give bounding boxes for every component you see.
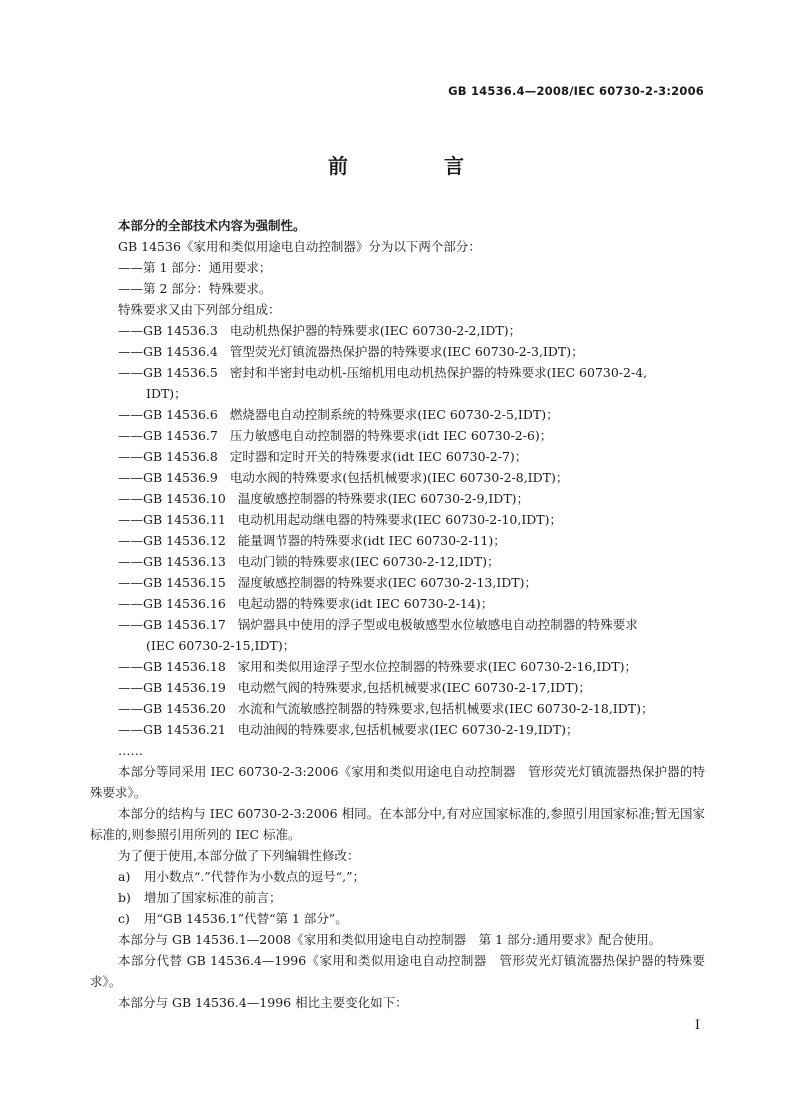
list-dash: —— [118,407,143,422]
part-title: 定时器和定时开关的特殊要求(idt IEC 60730-2-7)； [229,449,528,464]
foreword-body [90,215,705,1013]
part-code: GB 14536.8 [143,449,218,464]
part-code: GB 14536.5 [143,365,218,380]
part-title-continuation: (IEC 60730-2-15,IDT)； [146,638,296,653]
series-statement: GB 14536《家用和类似用途电自动控制器》分为以下两个部分： [118,239,481,254]
list-item [90,509,705,530]
part-title: 电动机热保护器的特殊要求(IEC 60730-2-2,IDT)； [229,323,522,338]
edit-label: a) [118,869,131,884]
part-title: 燃烧器电自动控制系统的特殊要求(IEC 60730-2-5,IDT)； [229,407,559,422]
list-item [90,593,705,614]
edit-text: 用小数点“.”代替作为小数点的逗号“,”； [144,869,366,884]
list-item [90,488,705,509]
part-code: GB 14536.11 [143,512,226,527]
edit-text: 用“GB 14536.1”代替“第 1 部分”。 [144,911,348,926]
used-with-paragraph: 本部分与 GB 14536.1—2008《家用和类似用途电自动控制器 第 1 部分:通用要求》配合使用。 [118,932,662,947]
list-dash: —— [118,365,143,380]
part-title: 管型荧光灯镇流器热保护器的特殊要求(IEC 60730-2-3,IDT)； [229,344,584,359]
list-item [90,341,705,362]
list-dash: —— [118,344,143,359]
edit-item [90,887,705,908]
part-title: 电动油阀的特殊要求,包括机械要求(IEC 60730-2-19,IDT)； [237,722,579,737]
list-dash: —— [118,680,143,695]
adoption-paragraph: 本部分等同采用 IEC 60730-2-3:2006《家用和类似用途电自动控制器 管形荧光灯镇流器热保护器的特殊要求》。 [90,764,705,800]
part2-line: ——第 2 部分：特殊要求。 [118,281,272,296]
part-code: GB 14536.16 [143,596,226,611]
list-dash: —— [118,512,143,527]
edit-text: 增加了国家标准的前言； [144,890,282,905]
list-item [90,446,705,467]
edit-item [90,866,705,887]
list-dash: —— [118,659,143,674]
standard-number-header: GB 14536.4—2008/IEC 60730-2-3:2006 [448,84,704,98]
list-dash: —— [118,491,143,506]
part-code: GB 14536.13 [143,554,226,569]
structure-paragraph: 本部分的结构与 IEC 60730-2-3:2006 相同。在本部分中,有对应国家标准的,参照引用国家标准;暂无国家标准的,则参照引用所列的 IEC 标准。 [90,806,705,842]
list-item [90,530,705,551]
part-code: GB 14536.18 [143,659,226,674]
edits-list [90,866,705,929]
part-code: GB 14536.7 [143,428,218,443]
part-code: GB 14536.21 [143,722,226,737]
parts-list [90,320,705,740]
list-dash: —— [118,554,143,569]
part-title: 电动燃气阀的特殊要求,包括机械要求(IEC 60730-2-17,IDT)； [237,680,591,695]
list-item [90,572,705,593]
list-dash: —— [118,533,143,548]
list-dash: —— [118,323,143,338]
part-code: GB 14536.4 [143,344,218,359]
list-dash: —— [118,596,143,611]
edit-item [90,908,705,929]
part-title: 密封和半密封电动机-压缩机用电动机热保护器的特殊要求(IEC 60730-2-4, [229,365,648,380]
list-item [90,677,705,698]
page-number: I [694,1018,700,1033]
list-item [90,320,705,341]
list-item [90,425,705,446]
part-code: GB 14536.3 [143,323,218,338]
list-item [90,404,705,425]
part-code: GB 14536.20 [143,701,226,716]
edits-intro: 为了便于使用,本部分做了下列编辑性修改： [118,848,360,863]
list-dash: —— [118,449,143,464]
part-title: 电起动器的特殊要求(idt IEC 60730-2-14)； [237,596,494,611]
page-title: 前 言 [328,154,502,178]
mandatory-statement: 本部分的全部技术内容为强制性。 [118,218,306,233]
list-dash: —— [118,617,143,632]
replaces-paragraph: 本部分代替 GB 14536.4—1996《家用和类似用途电自动控制器 管形荧光灯镇流器热保护器的特殊要求》。 [90,953,705,989]
list-dash: —— [118,470,143,485]
part-title: 湿度敏感控制器的特殊要求(IEC 60730-2-13,IDT)； [237,575,537,590]
part-title: 电动门锁的特殊要求(IEC 60730-2-12,IDT)； [237,554,500,569]
part-title: 温度敏感控制器的特殊要求(IEC 60730-2-9,IDT)； [237,491,530,506]
part-code: GB 14536.9 [143,470,218,485]
list-item [90,551,705,572]
list-item [90,614,705,635]
list-item [90,698,705,719]
part-title-continuation: IDT)； [146,386,187,401]
part-title: 压力敏感电自动控制器的特殊要求(idt IEC 60730-2-6)； [229,428,553,443]
list-dash: —— [118,575,143,590]
changes-intro: 本部分与 GB 14536.4—1996 相比主要变化如下： [118,995,408,1010]
list-dash: —— [118,428,143,443]
part-title: 锅炉器具中使用的浮子型或电极敏感型水位敏感电自动控制器的特殊要求 [237,617,638,632]
part-code: GB 14536.12 [143,533,226,548]
list-item [90,719,705,740]
list-item [90,656,705,677]
part-code: GB 14536.19 [143,680,226,695]
part-title: 家用和类似用途浮子型水位控制器的特殊要求(IEC 60730-2-16,IDT)； [237,659,637,674]
part-code: GB 14536.6 [143,407,218,422]
part-title: 电动水阀的特殊要求(包括机械要求)(IEC 60730-2-8,IDT)； [229,470,569,485]
part-title: 能量调节器的特殊要求(idt IEC 60730-2-11)； [237,533,506,548]
list-item [90,362,705,383]
list-dash: —— [118,722,143,737]
part-code: GB 14536.10 [143,491,226,506]
part-title: 电动机用起动继电器的特殊要求(IEC 60730-2-10,IDT)； [237,512,562,527]
edit-label: b) [118,890,131,905]
part-code: GB 14536.15 [143,575,226,590]
part-title: 水流和气流敏感控制器的特殊要求,包括机械要求(IEC 60730-2-18,IDT)； [237,701,654,716]
part-code: GB 14536.17 [143,617,226,632]
list-item [90,467,705,488]
composed-statement: 特殊要求又由下列部分组成： [118,302,281,317]
list-dash: —— [118,701,143,716]
part1-line: ——第 1 部分：通用要求； [118,260,272,275]
edit-label: c) [118,911,130,926]
ellipsis: …… [118,743,143,758]
